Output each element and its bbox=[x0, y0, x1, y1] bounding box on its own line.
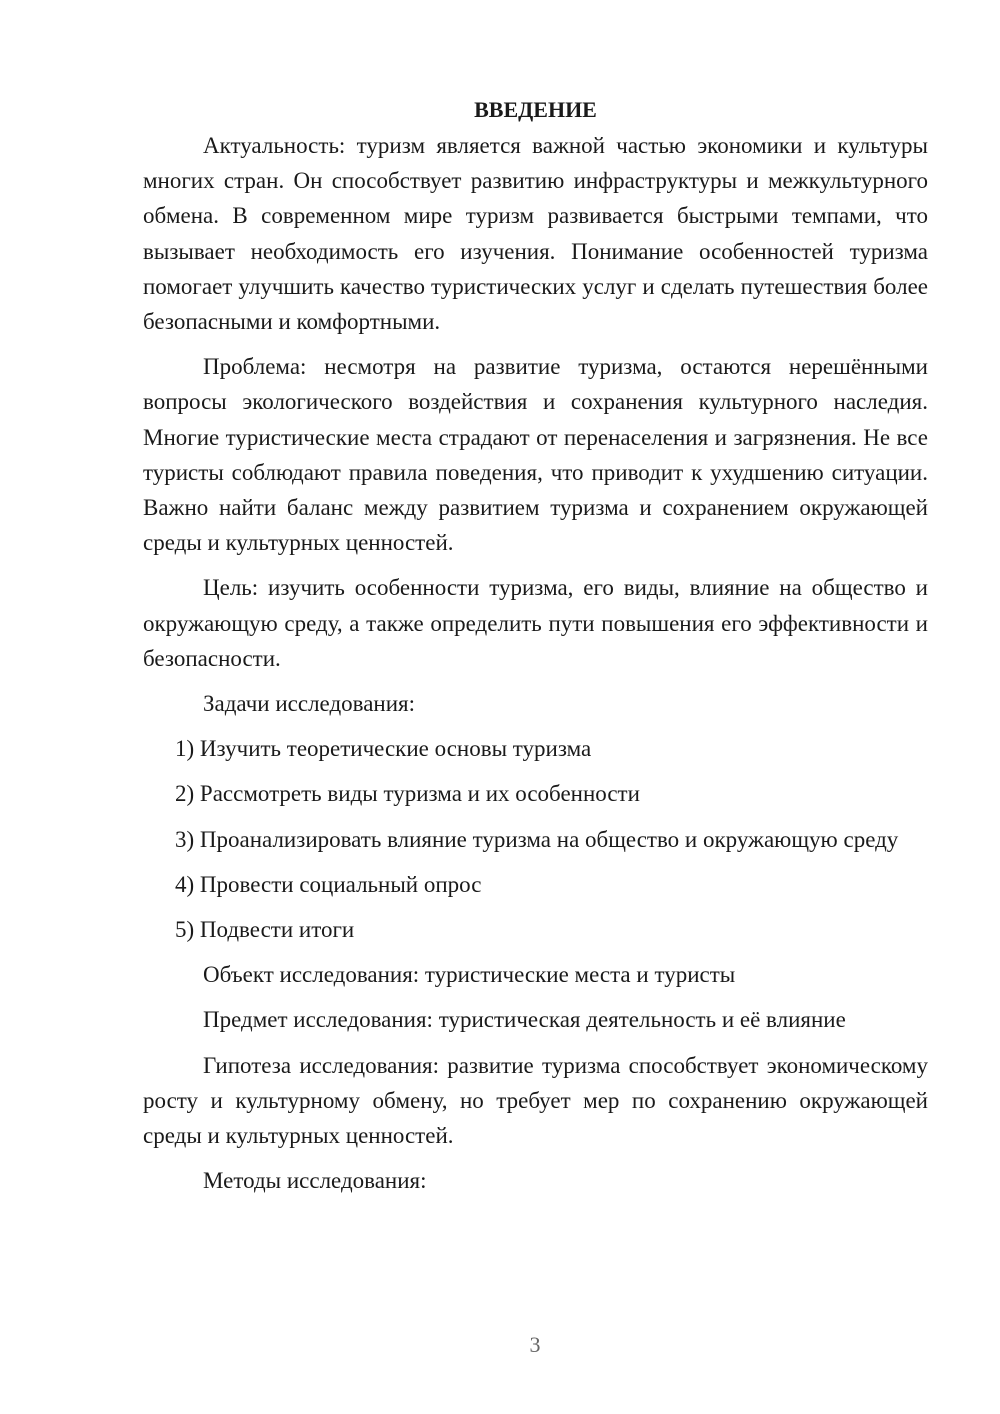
task-item-4: 4) Провести социальный опрос bbox=[175, 871, 482, 897]
task-item-1: 1) Изучить теоретические основы туризма bbox=[175, 736, 592, 762]
problem-paragraph: Проблема: несмотря на развитие туризма, остаются нерешёнными вопросы экологического воздействия и сохранения культурного наследия. Многие туристические места страдают от перенаселения и загрязнения. Не все туристы соблюдают правила поведения, что приводит к ухудшению ситуации. Важно найти баланс между развитием туризма и сохранением окружающей среды и культурных ценностей. bbox=[143, 354, 928, 556]
page-number: 3 bbox=[529, 1332, 541, 1357]
relevance-paragraph: Актуальность: туризм является важной частью экономики и культуры многих стран. Он способствует развитию инфраструктуры и межкультурного обмена. В современном мире туризм развивается быстрыми темпами, что вызывает необходимость его изучения. Понимание особенностей туризма помогает улучшить качество туристических услуг и сделать путешествия более безопасными и комфортными. bbox=[143, 133, 928, 335]
goal-paragraph: Цель: изучить особенности туризма, его виды, влияние на общество и окружающую среду, а также определить пути повышения его эффективности и безопасности. bbox=[143, 575, 928, 671]
document-body bbox=[143, 92, 928, 1198]
task-item-5: 5) Подвести итоги bbox=[175, 917, 355, 943]
subject-paragraph: Предмет исследования: туристическая деятельность и её влияние bbox=[203, 1007, 846, 1033]
tasks-heading: Задачи исследования: bbox=[203, 691, 416, 717]
section-title: ВВЕДЕНИЕ bbox=[474, 97, 597, 122]
task-item-2: 2) Рассмотреть виды туризма и их особенности bbox=[175, 781, 640, 807]
task-item-3: 3) Проанализировать влияние туризма на общество и окружающую среду bbox=[175, 826, 899, 852]
object-paragraph: Объект исследования: туристические места и туристы bbox=[203, 962, 736, 988]
methods-heading: Методы исследования: bbox=[203, 1168, 427, 1194]
hypothesis-paragraph: Гипотеза исследования: развитие туризма способствует экономическому росту и культурному обмену, но требует мер по сохранению окружающей среды и культурных ценностей. bbox=[143, 1052, 928, 1149]
